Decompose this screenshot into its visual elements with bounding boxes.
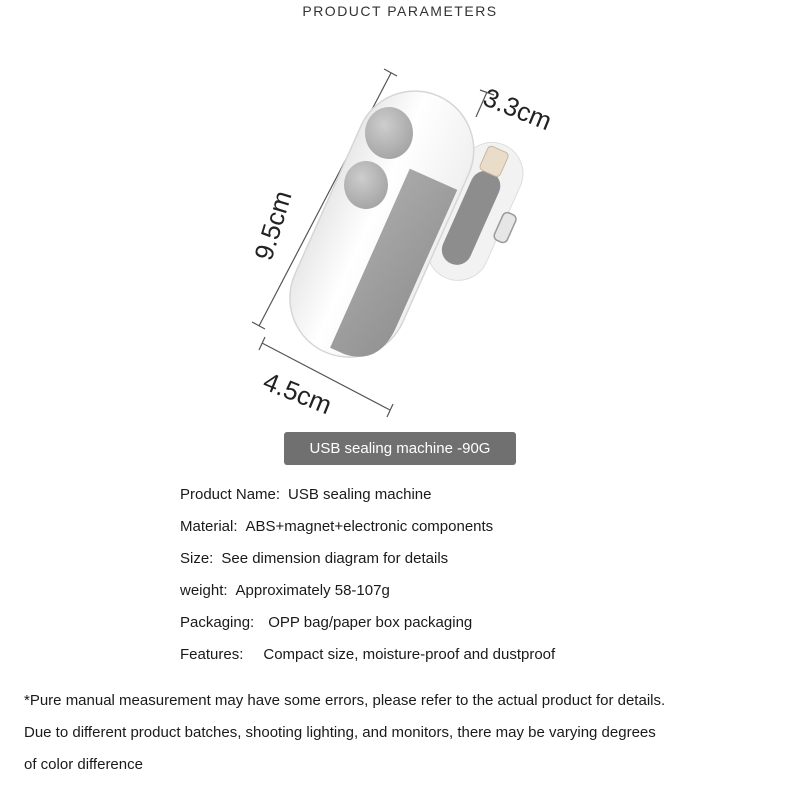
spec-row-product-name [180,486,780,518]
spec-value: See dimension diagram for details [221,550,449,567]
spec-row-size [180,550,780,582]
disclaimer-notes [24,692,794,788]
product-badge: USB sealing machine -90G [284,432,516,465]
spec-row-weight [180,582,780,614]
spec-label: Packaging: [180,614,255,631]
spec-value: OPP bag/paper box packaging [268,614,473,631]
spec-label: Size: [180,550,214,567]
spec-value: USB sealing machine [288,486,432,503]
top-button [365,107,413,159]
spec-value: Approximately 58-107g [235,582,390,599]
page-title: PRODUCT PARAMETERS [302,3,498,19]
spec-label: Material: [180,518,238,535]
spec-list [180,486,780,678]
spec-value: ABS+magnet+electronic components [245,518,494,535]
spec-row-packaging [180,614,780,646]
spec-label: Product Name: [180,486,281,503]
length-label: 9.5cm [248,187,298,264]
spec-value: Compact size, moisture-proof and dustproof [263,646,556,663]
note-line: *Pure manual measurement may have some errors, please refer to the actual product for details. [24,692,666,709]
depth-label: 3.3cm [479,81,557,137]
spec-label: Features: [180,646,244,663]
spec-row-material [180,518,780,550]
spec-label: weight: [180,582,228,599]
bottom-button [344,161,388,209]
note-line: Due to different product batches, shooting lighting, and monitors, there may be varying degrees [24,724,656,741]
spec-row-features [180,646,780,678]
width-label: 4.5cm [259,365,337,421]
note-line: of color difference [24,756,143,773]
